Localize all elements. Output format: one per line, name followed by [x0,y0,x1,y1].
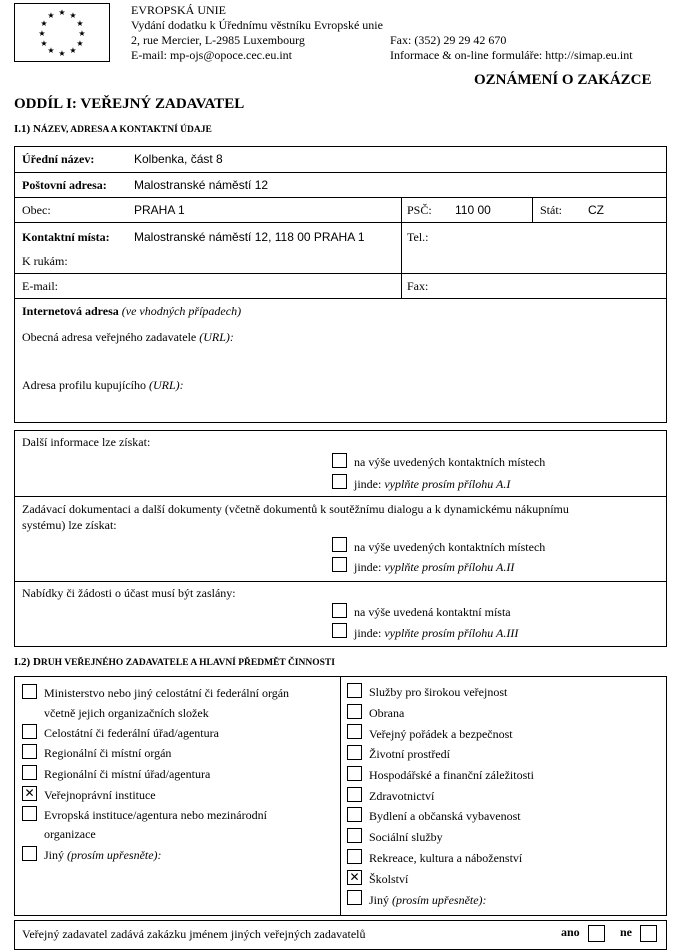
postal-address-value[interactable]: Malostranské náměstí 12 [134,178,269,192]
authority-type-checkbox-3[interactable] [22,765,37,780]
activity-label-1: Obrana [369,706,405,720]
general-url-label: Obecná adresa veřejného zadavatele (URL): [22,330,234,344]
svg-text:★: ★ [40,39,48,48]
tenders-opt1-label: na výše uvedená kontaktní místa [354,605,511,619]
activity-label-8: Rekreace, kultura a náboženství [369,851,523,865]
activity-label-0: Služby pro širokou veřejnost [369,685,508,699]
activity-checkbox-5[interactable] [347,787,362,802]
svg-text:★: ★ [69,11,77,20]
docs-opt1-checkbox[interactable] [332,537,347,552]
info-opt2-label: jinde: vyplňte prosím přílohu A.I [354,477,511,491]
town-label: Obec: [22,203,51,217]
activity-label-5: Zdravotnictví [369,789,435,803]
svg-text:★: ★ [76,39,84,48]
header-info: Informace & on-line formuláře: http://simap.eu.int [390,48,633,62]
activity-checkbox-7[interactable] [347,828,362,843]
header-org: EVROPSKÁ UNIE [131,3,227,17]
behalf-question: Veřejný zadavatel zadává zakázku jménem jiných veřejných zadavatelů [22,927,366,941]
authority-type-label-0: Ministerstvo nebo jiný celostátní či federální orgán [44,686,290,700]
activity-checkbox-4[interactable] [347,766,362,781]
header-fax: Fax: (352) 29 29 42 670 [390,33,507,47]
authority-type-label-4: Veřejnoprávní instituce [44,788,156,802]
tenders-opt2-checkbox[interactable] [332,623,347,638]
activity-label-9: Školství [369,872,409,886]
country-label: Stát: [540,203,563,217]
eu-stars-icon [15,4,109,61]
activity-label-6: Bydlení a občanská vybavenost [369,809,521,823]
docs-opt1-label: na výše uvedených kontaktních místech [354,540,546,554]
internet-address-label: Internetová adresa (ve vhodných případech) [22,304,242,318]
country-value[interactable]: CZ [588,203,604,217]
activity-label-4: Hospodářské a finanční záležitosti [369,768,534,782]
section-title: ODDÍL I: VEŘEJNÝ ZADAVATEL [14,96,245,112]
svg-text:★: ★ [40,19,48,28]
tenders-label: Nabídky či žádosti o účast musí být zaslány: [22,586,236,600]
svg-text:★: ★ [38,29,46,38]
buyer-profile-label: Adresa profilu kupujícího (URL): [22,378,184,392]
tenders-opt2-label: jinde: vyplňte prosím přílohu A.III [354,626,519,640]
authority-type-label-2: Regionální či místní orgán [44,746,172,760]
authority-type-label-1: Celostátní či federální úřad/agentura [44,726,219,740]
svg-text:★: ★ [78,29,86,38]
svg-text:★: ★ [69,46,77,55]
activity-checkbox-3[interactable] [347,745,362,760]
svg-text:★: ★ [58,49,66,58]
info-opt1-checkbox[interactable] [332,453,347,468]
attention-label: K rukám: [22,254,68,268]
activity-label-3: Životní prostředí [369,747,450,761]
postcode-value[interactable]: 110 00 [455,203,491,217]
contact-points-label: Kontaktní místa: [22,230,110,244]
authority-type-label-5b: organizace [44,827,96,841]
postal-address-label: Poštovní adresa: [22,178,107,192]
activity-checkbox-0[interactable] [347,683,362,698]
authority-type-checkbox-5[interactable] [22,806,37,821]
authority-type-checkbox-6[interactable] [22,846,37,861]
tenders-opt1-checkbox[interactable] [332,603,347,618]
activity-checkbox-8[interactable] [347,849,362,864]
activity-checkbox-6[interactable] [347,807,362,822]
tel-label: Tel.: [407,230,429,244]
docs-opt2-checkbox[interactable] [332,557,347,572]
activity-checkbox-9[interactable]: ✕ [347,870,362,885]
docs-label-line2: systému) lze získat: [22,518,117,532]
activity-checkbox-1[interactable] [347,704,362,719]
svg-text:★: ★ [76,19,84,28]
info-opt2-checkbox[interactable] [332,474,347,489]
behalf-yes-label: ano [561,925,580,939]
authority-type-label-0b: včetně jejich organizačních složek [44,706,209,720]
svg-text:★: ★ [47,11,55,20]
svg-text:★: ★ [58,8,66,17]
eu-emblem [14,3,110,62]
docs-label-line1: Zadávací dokumentaci a další dokumenty (včetně dokumentů k soutěžnímu dialogu a k dynamickému nákupnímu [22,502,569,516]
authority-type-label-5: Evropská instituce/agentura nebo mezinárodní [44,808,267,822]
svg-text:★: ★ [47,46,55,55]
info-opt1-label: na výše uvedených kontaktních místech [354,455,546,469]
contact-points-value[interactable]: Malostranské náměstí 12, 118 00 PRAHA 1 [134,230,365,244]
header-publication: Vydání dodatku k Úřednímu věstníku Evropské unie [131,18,383,32]
postcode-label: PSČ: [407,203,432,217]
town-value[interactable]: PRAHA 1 [134,203,185,217]
behalf-no-checkbox[interactable] [640,925,657,942]
authority-type-checkbox-4[interactable]: ✕ [22,786,37,801]
behalf-no-label: ne [620,925,632,939]
authority-type-label-6: Jiný (prosím upřesněte): [44,848,162,862]
email-label: E-mail: [22,279,58,293]
notice-title: OZNÁMENÍ O ZAKÁZCE [474,72,652,88]
docs-opt2-label: jinde: vyplňte prosím přílohu A.II [354,560,515,574]
official-name-label: Úřední název: [22,152,95,166]
authority-type-checkbox-0[interactable] [22,684,37,699]
authority-type-checkbox-1[interactable] [22,724,37,739]
behalf-yes-checkbox[interactable] [588,925,605,942]
subsection-1-1: I.1) NÁZEV, ADRESA A KONTAKTNÍ ÚDAJE [14,123,212,135]
info-label: Další informace lze získat: [22,435,151,449]
fax-label: Fax: [407,279,429,293]
activity-label-2: Veřejný pořádek a bezpečnost [369,727,513,741]
header-email: E-mail: mp-ojs@opoce.cec.eu.int [131,48,292,62]
authority-type-checkbox-2[interactable] [22,744,37,759]
official-name-value[interactable]: Kolbenka, část 8 [134,152,223,166]
subsection-1-2: I.2) DRUH VEŘEJNÉHO ZADAVATELE A HLAVNÍ PŘEDMĚT ČINNOSTI [14,656,335,668]
header-address: 2, rue Mercier, L-2985 Luxembourg [131,33,305,47]
activity-checkbox-2[interactable] [347,724,362,739]
authority-type-label-3: Regionální či místní úřad/agentura [44,767,211,781]
activity-label-7: Sociální služby [369,830,443,844]
activity-checkbox-10[interactable] [347,890,362,905]
activity-label-10: Jiný (prosím upřesněte): [369,893,487,907]
